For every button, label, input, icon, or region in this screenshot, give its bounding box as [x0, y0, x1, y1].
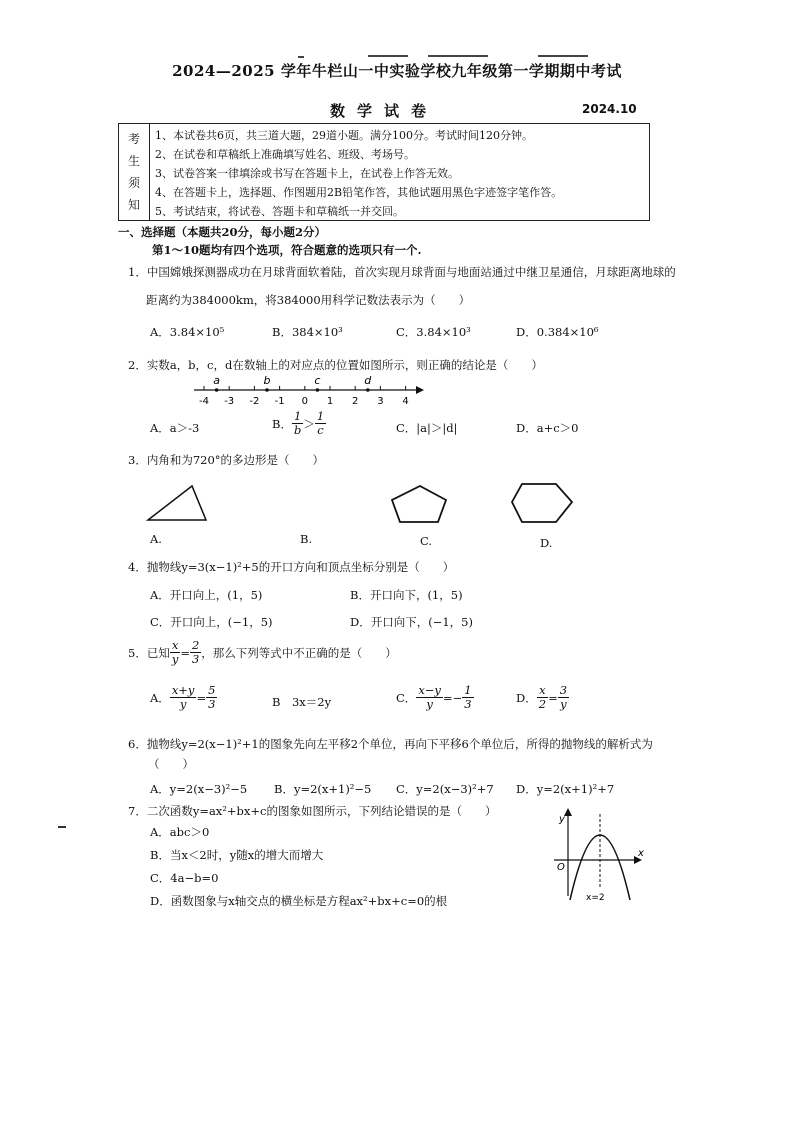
- q5-option-d: [516, 684, 569, 711]
- graph-y-arrow: [564, 808, 572, 816]
- q5-a-prefix: A．: [150, 690, 170, 705]
- graph-axis-label: x=2: [586, 893, 605, 903]
- q5-d-eq: =: [548, 690, 558, 705]
- number-line-tick-label: -3: [224, 396, 235, 407]
- q4-option-a: A．开口向上，(1，5): [150, 588, 263, 602]
- frac-denominator: b: [293, 423, 302, 437]
- q5-stem: [128, 639, 397, 666]
- q4-stem: 4．抛物线y=3(x−1)²+5的开口方向和顶点坐标分别是（ ）: [128, 560, 455, 574]
- q4-option-b: B．开口向下，(1，5): [350, 588, 463, 602]
- number-line-tick-label: -2: [249, 396, 260, 407]
- notice-label-char: 生: [127, 154, 140, 168]
- q7-option-c: C．4a−b=0: [150, 871, 219, 885]
- fraction: [170, 639, 181, 666]
- q5-eq: =: [180, 645, 190, 660]
- q2-option-b-prefix: B．: [272, 416, 292, 431]
- frac-denominator: y: [171, 652, 179, 666]
- q5-prefix: 5．已知: [128, 645, 170, 660]
- q7-option-b: B．当x＜2时，y随x的增大而增大: [150, 848, 324, 862]
- number-line-tick-label: -4: [199, 396, 209, 407]
- notice-item: 2、在试卷和草稿纸上准确填写姓名、班级、考场号。: [155, 148, 415, 161]
- notice-item: 1、本试卷共6页，共三道大题，29道小题。满分100分。考试时间120分钟。: [155, 129, 533, 142]
- fraction: [292, 410, 303, 437]
- frac-denominator: 3: [191, 652, 200, 666]
- q2-option-d: D．a+c＞0: [516, 421, 579, 435]
- q6-option-a: A．y=2(x−3)²−5: [150, 782, 248, 796]
- number-line-arrow: [416, 386, 424, 394]
- number-line-figure: [190, 374, 430, 408]
- q2-option-b: [272, 410, 326, 437]
- fraction: [315, 410, 326, 437]
- frac-denominator: 3: [464, 697, 472, 711]
- notice-item: 3、试卷答案一律填涂或书写在答题卡上，在试卷上作答无效。: [155, 167, 459, 180]
- q6-line2: （ ）: [148, 757, 194, 771]
- number-line-point: [265, 388, 269, 392]
- frac-numerator: x−y: [418, 683, 441, 697]
- hexagon-shape: [512, 484, 572, 522]
- notice-item: 4、在答题卡上，选择题、作图题用2B铅笔作答，其他试题用黑色字迹签字笔作答。: [155, 186, 563, 199]
- section-heading: 一、选择题（本题共20分，每小题2分）: [118, 225, 327, 239]
- q3-option-a: A.: [150, 532, 162, 546]
- number-line-point-label: d: [364, 374, 372, 387]
- fraction: [462, 684, 473, 711]
- parabola-figure: [550, 808, 650, 904]
- frac-numerator: 2: [191, 638, 200, 652]
- q5-d-prefix: D．: [516, 690, 537, 705]
- q5-a-eq: =: [196, 690, 207, 705]
- q2-stem: 2．实数a，b，c，d在数轴上的对应点的位置如图所示，则正确的结论是（ ）: [128, 358, 543, 372]
- q1-line2: 距离约为384000km，将384000用科学记数法表示为（ ）: [146, 293, 471, 307]
- number-line-tick-label: 3: [377, 396, 384, 407]
- q1-option-a: A．3.84×10⁵: [150, 325, 225, 339]
- frac-denominator: y: [179, 697, 187, 711]
- q1-line1: 1．中国嫦娥探测器成功在月球背面软着陆，首次实现月球背面与地面站通过中继卫星通信，月球距离地球的: [128, 265, 676, 279]
- q5-option-a: [150, 684, 217, 711]
- notice-label-char: 须: [127, 176, 140, 190]
- number-line-point-label: c: [314, 374, 321, 387]
- frac-denominator: y: [560, 697, 567, 711]
- number-line-tick-label: 4: [402, 396, 409, 407]
- exam-date: 2024.10: [582, 102, 637, 116]
- q5-c-prefix: C．: [396, 690, 417, 705]
- notice-label: [119, 124, 150, 220]
- q3-option-d: D.: [540, 536, 553, 550]
- q4-option-d: D．开口向下，(−1，5): [350, 615, 473, 629]
- exam-subtitle: 数学试卷: [330, 102, 439, 120]
- notice-label-char: 考: [127, 132, 140, 146]
- fraction: [206, 684, 217, 711]
- notice-box: [118, 123, 650, 221]
- exam-title: 2024—2025 学年牛栏山一中实验学校九年级第一学期期中考试: [172, 62, 622, 80]
- section-instruction: 第1～10题均有四个选项，符合题意的选项只有一个.: [152, 243, 422, 257]
- number-line-tick-label: 1: [326, 396, 334, 407]
- frac-denominator: y: [426, 697, 433, 711]
- fraction: [416, 684, 443, 711]
- q5-c-eq: =−: [442, 690, 463, 705]
- frac-numerator: x: [539, 683, 546, 697]
- q7-option-d: D．函数图象与x轴交点的横坐标是方程ax²+bx+c=0的根: [150, 894, 448, 908]
- number-line-point-label: b: [263, 374, 271, 387]
- q6-option-d: D．y=2(x+1)²+7: [516, 782, 615, 796]
- number-line-point: [215, 388, 219, 392]
- number-line-tick-label: -1: [274, 396, 285, 407]
- frac-denominator: 3: [208, 697, 216, 711]
- triangle-shape: [148, 486, 206, 520]
- frac-numerator: 1: [464, 683, 472, 697]
- number-line-point: [316, 388, 320, 392]
- q2-option-b-op: ＞: [303, 416, 315, 431]
- q1-option-d: D．0.384×10⁶: [516, 325, 599, 339]
- top-scan-marks: [298, 45, 598, 51]
- polygon-figures: [140, 478, 610, 528]
- fraction: [537, 684, 548, 711]
- fraction: [170, 684, 197, 711]
- notice-item: 5、考试结束，将试卷、答题卡和草稿纸一并交回。: [155, 205, 404, 218]
- notice-label-char: 知: [127, 198, 140, 212]
- q3-option-c: C.: [420, 534, 433, 548]
- graph-x-label: x: [638, 848, 644, 859]
- q1-option-b: B．384×10³: [272, 325, 343, 339]
- number-line-point: [366, 388, 370, 392]
- q6-option-c: C．y=2(x−3)²+7: [396, 782, 494, 796]
- q7-option-a: A．abc＞0: [150, 825, 210, 839]
- graph-y-label: y: [559, 814, 565, 825]
- number-line-tick-label: 2: [352, 396, 359, 407]
- frac-numerator: 1: [293, 409, 302, 423]
- q5-option-b: B 3x＝2y: [272, 695, 332, 709]
- q4-option-c: C．开口向上，(−1，5): [150, 615, 273, 629]
- q2-option-c: C．|a|＞|d|: [396, 421, 458, 435]
- notice-list: [155, 126, 645, 221]
- scan-mark: [58, 826, 66, 828]
- number-line-point-label: a: [213, 374, 220, 387]
- pentagon-shape: [392, 486, 446, 522]
- fraction: [558, 684, 569, 711]
- frac-denominator: 2: [538, 697, 547, 711]
- frac-numerator: 1: [316, 409, 325, 423]
- q5-suffix: ，那么下列等式中不正确的是（ ）: [201, 645, 397, 660]
- number-line-tick-label: 0: [301, 396, 308, 407]
- q3-option-b: B.: [300, 532, 313, 546]
- fraction: [190, 639, 201, 666]
- frac-numerator: 3: [559, 683, 568, 697]
- graph-origin-label: O: [557, 862, 565, 873]
- q6-option-b: B．y=2(x+1)²−5: [274, 782, 372, 796]
- frac-numerator: x+y: [171, 683, 195, 697]
- q6-line1: 6．抛物线y=2(x−1)²+1的图象先向左平移2个单位，再向下平移6个单位后，所得的抛物线的解析式为: [128, 737, 653, 751]
- frac-denominator: c: [317, 423, 324, 437]
- q5-option-c: [396, 684, 474, 711]
- q7-stem: 7．二次函数y=ax²+bx+c的图象如图所示，下列结论错误的是（ ）: [128, 804, 497, 818]
- frac-numerator: x: [171, 638, 179, 652]
- q2-option-a: A．a＞-3: [150, 421, 200, 435]
- frac-numerator: 5: [208, 683, 216, 697]
- q3-stem: 3．内角和为720°的多边形是（ ）: [128, 453, 325, 467]
- q1-option-c: C．3.84×10³: [396, 325, 471, 339]
